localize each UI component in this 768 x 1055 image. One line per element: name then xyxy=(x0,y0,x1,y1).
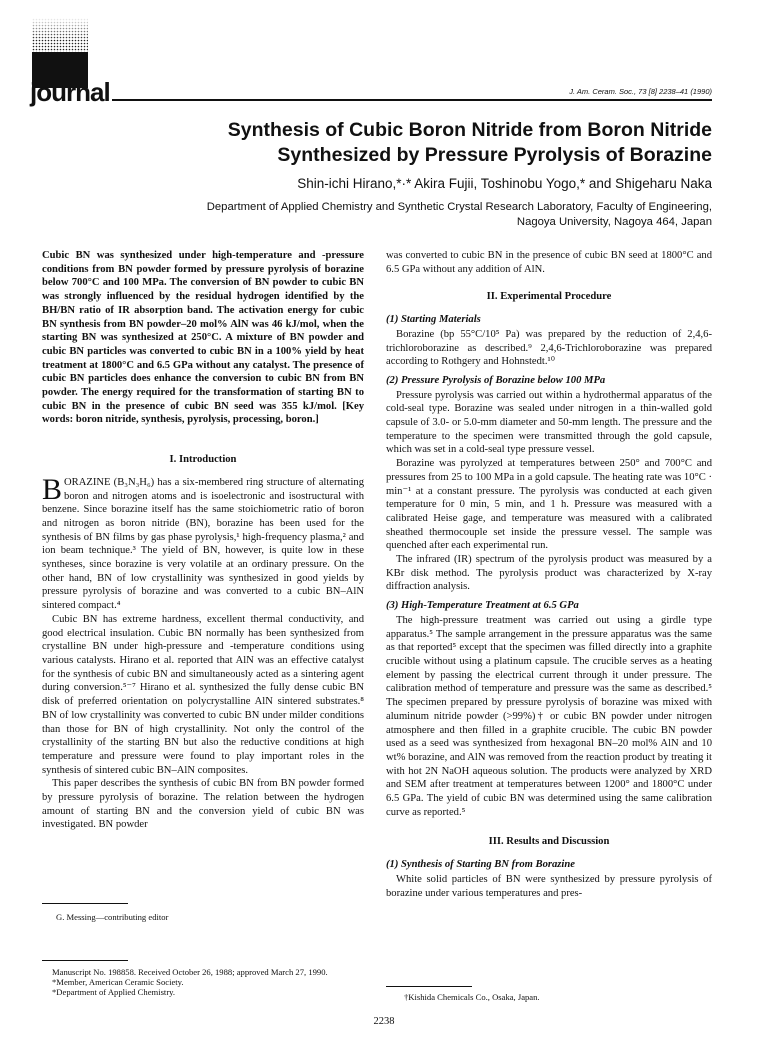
footnote-rule xyxy=(42,903,128,904)
footnote-supplier: †Kishida Chemicals Co., Osaka, Japan. xyxy=(404,992,540,1002)
pyrolysis-paragraph-1: Pressure pyrolysis was carried out within a hydrothermal apparatus of the cold-seal type. Borazine was sealed under nitrogen in a thin-walled gold capsule of 3.0- or 5.0-mm diameter and 50-mm length. The pressure and the temperature to the specimen were transmitted through the gold capsule, which was set in a cold-seal type pressure vessel. xyxy=(386,389,712,456)
subsection-starting-bn: (1) Synthesis of Starting BN from Borazine xyxy=(386,859,575,871)
intro-lead-word: ORAZINE xyxy=(64,476,111,488)
section-heading-introduction: I. Introduction xyxy=(169,454,237,466)
subsection-starting-materials: (1) Starting Materials xyxy=(386,314,481,326)
drop-cap: B xyxy=(42,472,63,506)
pyrolysis-paragraph-2: Borazine was pyrolyzed at temperatures between 250° and 700°C and pressures from 25 to 100 MPa in a gold capsule. The heating rate was 10°C · min⁻¹ at a constant pressure. The pyrolysis was conducted at each given temperature for 0 min, 5 min, and 1 h. Pressure was measured with a calibrated Heise gage, and temperature was measured with a calibrated sheathed thermocouple set inside the pressure vessel. The sample was quenched after each experimental run. xyxy=(386,458,712,552)
footnote-member: *Member, American Ceramic Society. xyxy=(52,977,184,987)
intro-paragraph-1-text: (B₃N₃H₆) has a six-membered ring structure of alternating boron and nitrogen atoms and is isoelectronic and isostructural with benzene. Since borazine itself has the same stoichiometric ratio of boron and nitrogen as boron nitride (BN), borazine has been used for the synthesis of BN films by gas phase pyrolysis,¹ high-frequency plasma,² and ion beam technique.³ The yield of BN, however, is quite low in these syntheses, since borazine is very volatile at an ordinary pressure. On the other hand, BN of low crystallinity was synthesized in good yields by pressure pyrolysis of borazine and was converted to a cubic BN–AlN sintered compact.⁴ xyxy=(42,476,364,612)
section-heading-results: III. Results and Discussion xyxy=(488,836,610,848)
title-line-1: Synthesis of Cubic Boron Nitride from Boron Nitride xyxy=(227,119,712,141)
subsection-high-temperature: (3) High-Temperature Treatment at 6.5 GPa xyxy=(386,600,579,612)
intro-paragraph-2: Cubic BN has extreme hardness, excellent thermal conductivity, and good electrical insulation. Cubic BN normally has been synthesized from crystalline BN under high-pressure and -temperature conditions using various catalysts. Hirano et al. reported that AlN was an effective catalyst for the synthesis of cubic BN and simultaneously acted as a sintering agent during conversion.⁵⁻⁷ Hirano et al. synthesized the fully dense cubic BN disk of preferred orientation on polycrystalline AlN sintered substrates.⁸ BN of low crystallinity was converted to cubic BN under milder conditions than those for BN of high crystallinity. Not only the control of the crystallinity of the starting BN but also the reductive conditions at high temperature and pressure were found to play important roles in the synthesis of sintered cubic BN–AlN composites. xyxy=(42,613,364,776)
intro-paragraph-1 xyxy=(42,472,364,613)
continued-paragraph: was converted to cubic BN in the presence of cubic BN seed at 1800°C and 6.5 GPa without any addition of AlN. xyxy=(386,250,712,275)
author-list: Shin-ichi Hirano,*·* Akira Fujii, Toshinobu Yogo,* and Shigeharu Naka xyxy=(297,176,712,191)
footnote-department: *Department of Applied Chemistry. xyxy=(52,987,176,997)
pyrolysis-paragraph-3: The infrared (IR) spectrum of the pyrolysis product was measured by a KBr disk method. The pyrolysis product was characterized by X-ray diffraction analysis. xyxy=(386,554,712,593)
affiliation-line-1: Department of Applied Chemistry and Synthetic Crystal Research Laboratory, Faculty of Engineering, xyxy=(206,201,712,213)
masthead-rule xyxy=(112,99,712,101)
affiliation xyxy=(100,200,712,230)
subsection-pressure-pyrolysis: (2) Pressure Pyrolysis of Borazine below 100 MPa xyxy=(386,374,606,386)
intro-paragraph-3: This paper describes the synthesis of cubic BN from BN powder formed by pressure pyrolysis of borazine. The relation between the hydrogen amount of starting BN and the conversion yield of cubic BN was investigated. BN powder xyxy=(42,778,364,831)
title-line-2: Synthesized by Pressure Pyrolysis of Borazine xyxy=(277,144,712,166)
footnote-manuscript: Manuscript No. 198858. Received October 26, 1988; approved March 27, 1990. xyxy=(52,967,328,977)
footnote-rule xyxy=(42,960,128,961)
journal-citation: J. Am. Ceram. Soc., 73 [8] 2238–41 (1990) xyxy=(569,87,712,96)
high-temperature-paragraph: The high-pressure treatment was carried out using a girdle type apparatus.⁵ The sample arrangement in the pressure apparatus was the same as that reported⁵ except that the specimen was filled directly into a graphite crucible without using a platinum capsule. The crucible serves as a heating element by passing the electrical current through it under pressure. The calibration method of temperature and pressure was the same as described.⁵ The specimen prepared by pressure pyrolysis of borazine was mixed with aluminum nitride powder (>99%)† or cubic BN powder under nitrogen atmosphere and then filled in a graphite crucible. The cubic BN powder used as a seed was synthesized from hexagonal BN–20 mol% AlN and 10 wt% borazine, and AlN was removed from the reaction product by treating it with hot 2N NaOH aqueous solution. The products were analyzed by XRD and SEM after treatment at temperatures between 1200° and 1800°C under 6.5 GPa. The yield of cubic BN was determined using the same calibration curve as reported.⁵ xyxy=(386,614,712,818)
article-title xyxy=(140,118,712,168)
section-heading-experimental: II. Experimental Procedure xyxy=(486,291,612,303)
left-column xyxy=(42,249,364,832)
page-number: 2238 xyxy=(373,1016,395,1027)
starting-materials-paragraph: Borazine (bp 55°C/10⁵ Pa) was prepared by the reduction of 2,4,6-trichloroborazine as described.⁹ 2,4,6-Trichloroborazine was prepared according to Rothgery and Hohnstedt.¹⁰ xyxy=(386,328,712,368)
right-column xyxy=(386,249,712,900)
footnote-block xyxy=(42,967,362,997)
abstract: Cubic BN was synthesized under high-temperature and -pressure conditions from BN powder formed by pressure pyrolysis of borazine below 700°C and 100 MPa. The conversion of BN powder to cubic BN was strongly influenced by the residual hydrogen identified by the BH/BN ratio of IR absorption band. The activation energy for cubic BN synthesis from BN powder–20 mol% AlN was 46 kJ/mol, when the starting BN was synthesized at 250°C. A mixture of BN powder and cubic BN particles was converted to cubic BN in a 100% yield by heat treatment at 1800°C and 6.5 GPa without any catalyst. The presence of cubic BN particles does enhance the conversion to cubic BN from BN powder. The energy required for the transformation of starting BN to cubic BN in the presence of cubic BN seed was 355 kJ/mol. [Key words: boron nitride, synthesis, pyrolysis, processing, boron.] xyxy=(42,250,364,426)
affiliation-line-2: Nagoya University, Nagoya 464, Japan xyxy=(516,216,712,228)
starting-bn-paragraph: White solid particles of BN were synthesized by pressure pyrolysis of borazine under various temperatures and pres- xyxy=(386,873,712,899)
footnote-rule xyxy=(386,986,472,987)
footnote-editor: G. Messing—contributing editor xyxy=(56,912,169,922)
journal-logo-word: journal xyxy=(30,77,110,107)
